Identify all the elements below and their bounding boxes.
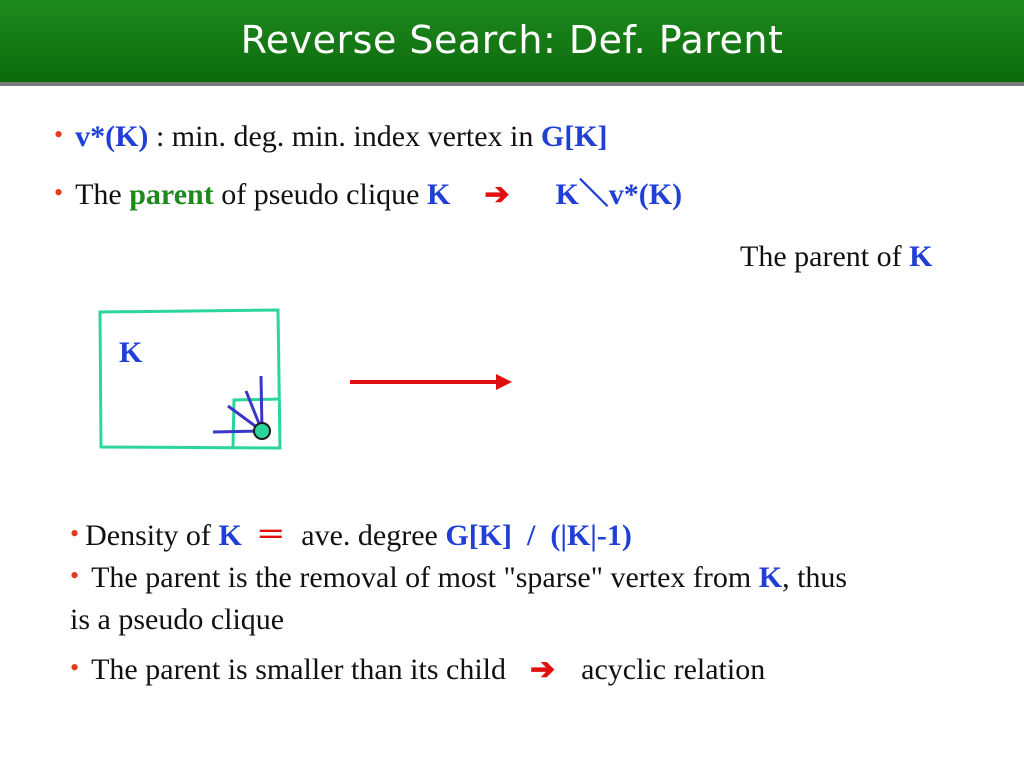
b3-pre: Density of (85, 519, 219, 552)
bullet-icon: • (54, 120, 64, 149)
vertex-region (233, 399, 280, 447)
v-star-k: v*(K) (75, 120, 149, 153)
bullet-line-1 (54, 120, 608, 154)
g-k: G[K] (540, 120, 608, 153)
b4-k: K (758, 561, 783, 594)
parent-of-k-label (740, 240, 932, 274)
edge-line (261, 376, 262, 431)
b1-text: : min. deg. min. index vertex in (148, 120, 541, 153)
parent-arrow-head (496, 374, 512, 390)
right-arrow-icon: ➔ (530, 653, 556, 686)
diagram-k-label: K (119, 336, 143, 369)
b3-k: K (218, 519, 242, 552)
bullet-line-5 (70, 652, 765, 687)
right-arrow-icon: ➔ (484, 178, 510, 211)
bullet-icon: • (70, 561, 80, 590)
b3-slash: / (|K|-1) (512, 519, 632, 552)
b4-post: , thus (782, 561, 848, 594)
parent-word: parent (129, 178, 214, 211)
title-bar (0, 0, 1024, 86)
k-minus-v: K＼v*(K) (555, 178, 683, 211)
b5-post: acyclic relation (581, 653, 766, 686)
vertex-node (254, 423, 270, 439)
b2-mid: of pseudo clique (213, 178, 427, 211)
bullet-line-4 (70, 561, 847, 595)
bullet-icon: • (70, 519, 80, 548)
b5-pre: The parent is smaller than its child (91, 653, 506, 686)
bullet-line-2 (54, 169, 682, 213)
parent-of-k: K (909, 240, 933, 273)
b2-pre: The (75, 178, 130, 211)
bullet-line-4-cont: is a pseudo clique (70, 603, 285, 636)
b3-mid: ave. degree (293, 519, 446, 552)
b4-pre: The parent is the removal of most "sparse" vertex from (91, 561, 759, 594)
slide-title: Reverse Search: Def. Parent (240, 18, 784, 62)
edge-line (228, 406, 262, 431)
edge-line (246, 391, 262, 431)
k-box (100, 310, 280, 448)
bullet-icon: • (54, 178, 64, 207)
equals-sign: ＝ (255, 519, 286, 552)
bullet-icon: • (70, 653, 80, 682)
b3-g: G[K] (445, 519, 513, 552)
parent-of-pre: The parent of (740, 240, 910, 273)
edge-line (213, 431, 262, 432)
bullet-line-3 (70, 510, 632, 554)
k-label: K (426, 178, 451, 211)
